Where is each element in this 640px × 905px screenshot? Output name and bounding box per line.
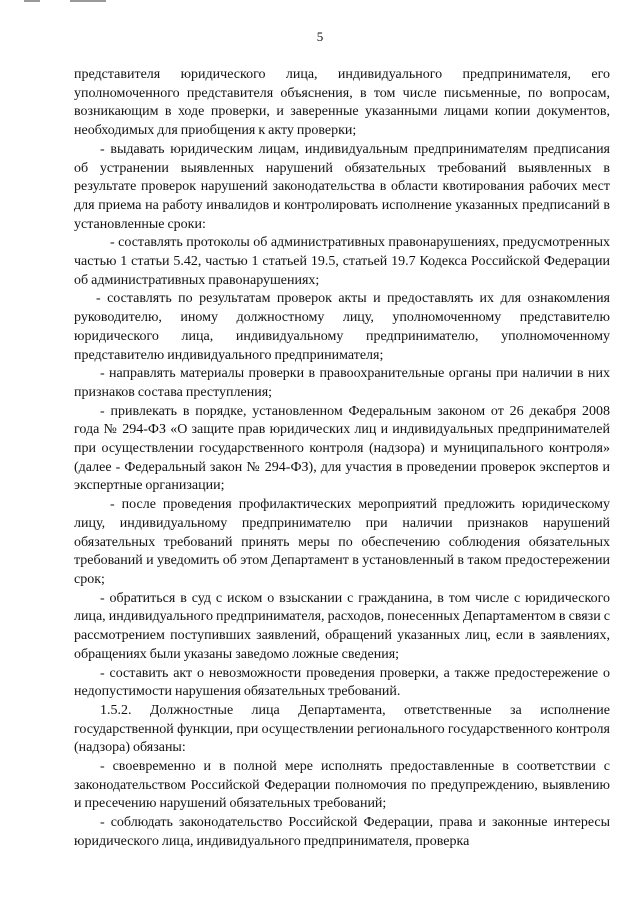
- paragraph-observe-legislation: - соблюдать законодательство Российской Федерации, права и законные интересы юридического лица, индивидуального предпринимателя, проверка: [74, 815, 610, 849]
- scan-edge-mark: [24, 0, 40, 2]
- paragraph-engage-experts: - привлекать в порядке, установленном Федеральным законом от 26 декабря 2008 года № 294-ФЗ «О защите прав юридических лиц и индивидуальных предпринимателей при осуществлении государственного контроля (надзора) и муниципального контроля» (далее - Федеральный закон № 294-ФЗ), для участия в проведении проверок экспертов и экспертные организации;: [74, 403, 610, 494]
- paragraph-compose-acts: - составлять по результатам проверок акты и предоставлять их для ознакомления руководителю, иному должностному лицу, уполномоченному представителю юридического лица, индивидуальному предпринимателю, уполномоченному представителю индивидуального предпринимателя;: [74, 291, 610, 363]
- paragraph-impossibility-act: - составить акт о невозможности проведения проверки, а также предостережение о недопустимости нарушения обязательных требований.: [74, 665, 610, 700]
- paragraph-timely-execution: - своевременно и в полной мере исполнять предоставленные в соответствии с законодательством Российской Федерации полномочия по предупреждению, выявлению и пресечению нарушений обязательных требований;: [74, 759, 610, 812]
- paragraph-representative-explanations: представителя юридического лица, индивидуального предпринимателя, его уполномоченного представителя объяснения, в том числе письменные, по вопросам, возникающим в ходе проверки, и заверенные указанными лицами копии документов, необходимых для приобщения к акту проверки;: [74, 67, 610, 139]
- page-number: 5: [316, 29, 324, 44]
- paragraph-section-1-5-2: 1.5.2. Должностные лица Департамента, ответственные за исполнение государственной функции, при осуществлении регионального государственного контроля (надзора) обязаны:: [74, 702, 610, 756]
- paragraph-preventive-measures: - после проведения профилактических мероприятий предложить юридическому лицу, индивидуальному предпринимателю при наличии признаков нарушений обязательных требований принять меры по обеспечению соблюдения обязательных требований и уведомить об этом Департамент в установленный в таком предостережении срок;: [74, 497, 610, 587]
- document-body: [74, 66, 610, 852]
- paragraph-issue-orders: - выдавать юридическим лицам, индивидуальным предпринимателям предписания об устранении выявленных нарушений обязательных требований выявленных в результате проверок нарушений законодательства в области квотирования рабочих мест для приема на работу инвалидов и контролировать исполнение указанных предписаний в установленные сроки:: [74, 141, 610, 232]
- paragraph-send-materials: - направлять материалы проверки в правоохранительные органы при наличии в них признаков состава преступления;: [74, 366, 610, 400]
- paragraph-court-claim: - обратиться в суд с иском о взыскании с гражданина, в том числе с юридического лица, индивидуального предпринимателя, расходов, понесенных Департаментом в связи с рассмотрением поступивших заявлений, обращений указанных лиц, если в заявлениях, обращениях были указаны заведомо ложные сведения;: [74, 590, 610, 662]
- scan-edge-mark: [70, 0, 106, 2]
- paragraph-compose-protocols: - составлять протоколы об административных правонарушениях, предусмотренных частью 1 статьи 5.42, частью 1 статьей 19.5, статьей 19.7 Кодекса Российской Федерации об административных правонарушениях;: [74, 235, 610, 288]
